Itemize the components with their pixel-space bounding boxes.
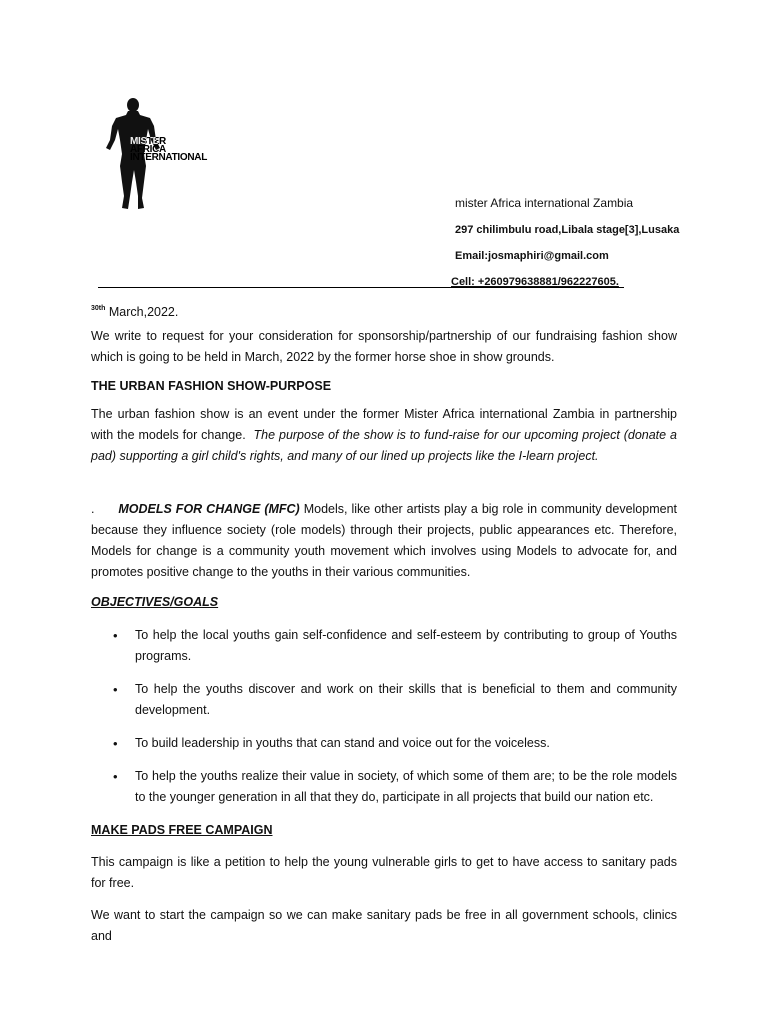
organization-name: mister Africa international Zambia bbox=[455, 196, 634, 210]
objective-text: To help the youths realize their value in society, of which some of them are; to be the role models to the younger generation in all that they do, participate in all projects that build our nation etc. bbox=[135, 769, 677, 804]
letter-date bbox=[91, 298, 677, 323]
bullet-icon: • bbox=[113, 769, 118, 784]
logo-line-3: INTERNATIONAL bbox=[130, 152, 208, 163]
organization-phone: Cell: +260979638881/962227605. bbox=[451, 276, 619, 288]
mister-africa-logo bbox=[100, 96, 210, 214]
mfc-paragraph bbox=[91, 499, 677, 583]
list-item bbox=[91, 766, 677, 808]
objective-text: To help the local youths gain self-confidence and self-esteem by contributing to group of Youths programs. bbox=[135, 628, 677, 663]
objectives-heading: OBJECTIVES/GOALS bbox=[91, 595, 219, 609]
objectives-list-1 bbox=[91, 625, 677, 667]
logo-wordmark bbox=[130, 138, 207, 162]
list-item bbox=[91, 733, 677, 754]
logo-line-2: AFRICA bbox=[130, 144, 166, 155]
purpose-italic-text: The purpose of the show is to fund-raise for our upcoming project (donate a pad) supporting a girl child's rights, and many of our lined up projects like the I-learn project. bbox=[91, 428, 677, 463]
purpose-paragraph bbox=[91, 404, 677, 467]
list-item bbox=[91, 625, 677, 667]
header-divider bbox=[98, 287, 624, 288]
bullet-icon: • bbox=[113, 628, 118, 643]
campaign-heading: MAKE PADS FREE CAMPAIGN bbox=[91, 823, 273, 837]
purpose-text: The urban fashion show is an event under the former Mister Africa international Zambia in partnership with the models for change. bbox=[91, 407, 677, 442]
objectives-list-4 bbox=[91, 766, 677, 808]
mfc-text: Models, like other artists play a big role in community development because they influence society (role models) through their projects, public appearances etc. Therefore, Models for change is a community youth movement which involves using Models to advocate for, and promotes positive change to the youths in their various communities. bbox=[91, 502, 677, 579]
bullet-icon: • bbox=[113, 682, 118, 697]
mfc-prefix: . bbox=[91, 502, 95, 516]
organization-email: Email:josmaphiri@gmail.com bbox=[455, 250, 609, 262]
objectives-list-2 bbox=[91, 679, 677, 721]
logo-line-1: MISTER bbox=[130, 136, 166, 147]
objectives-list-3 bbox=[91, 733, 677, 754]
date-month-year: March,2022. bbox=[105, 305, 179, 319]
campaign-paragraph-2: We want to start the campaign so we can make sanitary pads be free in all government schools, clinics and bbox=[91, 908, 677, 943]
list-item bbox=[91, 679, 677, 721]
objective-text: To help the youths discover and work on their skills that is beneficial to them and community development. bbox=[135, 682, 677, 717]
organization-address: 297 chilimbulu road,Libala stage[3],Lusaka bbox=[455, 224, 680, 236]
mfc-lead: MODELS FOR CHANGE (MFC) bbox=[118, 502, 300, 516]
campaign-paragraph-1: This campaign is like a petition to help the young vulnerable girls to get to have access to sanitary pads for free. bbox=[91, 855, 677, 890]
purpose-heading: THE URBAN FASHION SHOW-PURPOSE bbox=[91, 379, 332, 393]
objective-text: To build leadership in youths that can stand and voice out for the voiceless. bbox=[135, 736, 550, 750]
bullet-icon: • bbox=[113, 736, 118, 751]
intro-paragraph: We write to request for your consideration for sponsorship/partnership of our fundraising fashion show which is going to be held in March, 2022 by the former horse shoe in show grounds. bbox=[91, 329, 677, 364]
date-day: 30th bbox=[91, 305, 106, 312]
